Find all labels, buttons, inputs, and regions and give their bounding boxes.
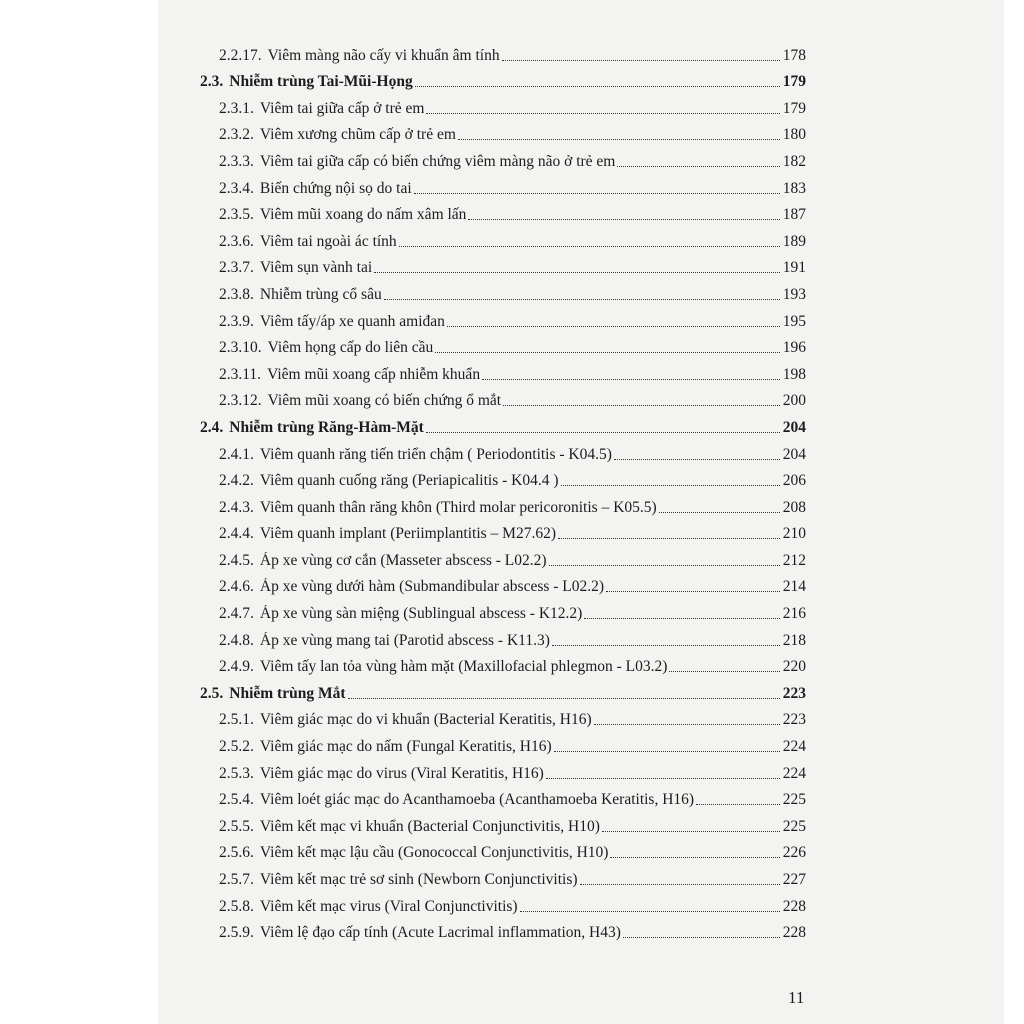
toc-entry-title: Viêm tai giữa cấp có biến chứng viêm màng não ở trẻ em: [259, 152, 616, 170]
toc-entry-number: 2.3.10.: [219, 339, 262, 357]
page-number: 11: [788, 988, 805, 1007]
toc-entry-page: 191: [782, 259, 806, 277]
toc-entry: [200, 650, 806, 677]
dot-leader: [435, 352, 780, 353]
toc-entry-page: 193: [782, 285, 806, 303]
toc-entry-label: [219, 472, 559, 490]
toc-entry: [200, 517, 806, 544]
toc-entry-page: 225: [782, 817, 806, 835]
toc-entry-title: Nhiễm trùng cổ sâu: [259, 285, 382, 303]
toc-entry-label: [219, 765, 544, 783]
toc-entry-label: [219, 180, 412, 198]
toc-entry-title: Viêm mũi xoang cấp nhiễm khuẩn: [267, 365, 481, 383]
dot-leader: [584, 618, 780, 619]
toc-entry: [200, 437, 806, 464]
toc-entry-label: [219, 711, 592, 729]
toc-entry-title: Áp xe vùng sàn miệng (Sublingual abscess - K12.2): [259, 605, 583, 623]
toc-entry-page: 204: [782, 418, 806, 436]
toc-entry-label: [219, 153, 615, 171]
toc-entry-title: Viêm lệ đạo cấp tính (Acute Lacrimal inflammation, H43): [259, 924, 621, 942]
dot-leader: [606, 591, 780, 592]
toc-entry-page: 225: [782, 791, 806, 809]
toc-entry: [200, 490, 806, 517]
toc-entry: [200, 464, 806, 491]
toc-entry-page: 223: [782, 711, 806, 729]
toc-entry: [200, 862, 806, 889]
toc-entry: [200, 703, 806, 730]
toc-entry-label: [200, 419, 424, 437]
toc-entry-title: Viêm tấy/áp xe quanh amiđan: [259, 312, 445, 330]
toc-entry-number: 2.3.11.: [219, 365, 262, 383]
dot-leader: [426, 113, 780, 114]
toc-entry-title: Viêm kết mạc virus (Viral Conjunctivitis): [259, 897, 518, 915]
toc-entry-title: Viêm mũi xoang do nấm xâm lấn: [259, 206, 467, 224]
toc-entry-label: [219, 499, 657, 517]
toc-entry-number: 2.4.3.: [219, 498, 254, 516]
toc-entry: [200, 198, 806, 225]
toc-entry-page: 224: [782, 764, 806, 782]
toc-entry-page: 189: [782, 232, 806, 250]
toc-entry-page: 223: [782, 684, 806, 702]
toc-entry-number: 2.3.6.: [219, 232, 254, 250]
toc-entry-title: Viêm quanh implant (Periimplantitis – M27.62): [259, 525, 556, 543]
toc-entry-label: [219, 605, 582, 623]
dot-leader: [594, 724, 780, 725]
toc-entry-label: [219, 818, 600, 836]
toc-entry-label: [219, 206, 466, 224]
toc-entry: [200, 596, 806, 623]
toc-entry: [200, 570, 806, 597]
toc-entry-page: 204: [782, 445, 806, 463]
toc-entry-page: 212: [782, 551, 806, 569]
toc-entry-page: 200: [782, 392, 806, 410]
toc-entry-number: 2.4.1.: [219, 445, 254, 463]
toc-section-entry: [200, 410, 806, 437]
table-of-contents: [200, 38, 806, 942]
toc-entry-label: [219, 286, 382, 304]
toc-entry-label: [219, 392, 501, 410]
toc-entry: [200, 118, 806, 145]
dot-leader: [415, 86, 780, 87]
toc-entry-page: 218: [782, 631, 806, 649]
toc-entry-label: [219, 632, 550, 650]
toc-entry-number: 2.5.7.: [219, 871, 254, 888]
toc-entry-number: 2.5.1.: [219, 711, 254, 729]
toc-entry-page: 183: [782, 179, 806, 197]
toc-entry: [200, 836, 806, 863]
toc-entry-label: [219, 578, 604, 596]
toc-section-entry: [200, 65, 806, 92]
toc-entry-title: Áp xe vùng mang tai (Parotid abscess - K11.3): [259, 631, 550, 649]
toc-entry: [200, 809, 806, 836]
toc-entry-page: 198: [782, 365, 806, 383]
toc-entry-title: Viêm xương chũm cấp ở trẻ em: [259, 126, 456, 144]
dot-leader: [426, 432, 780, 433]
toc-entry: [200, 783, 806, 810]
toc-entry: [200, 543, 806, 570]
toc-entry: [200, 171, 806, 198]
toc-entry-number: 2.5.: [200, 684, 224, 702]
toc-entry-page: 179: [782, 73, 806, 91]
toc-entry-title: Viêm giác mạc do vi khuẩn (Bacterial Keratitis, H16): [259, 711, 592, 729]
dot-leader: [617, 166, 780, 167]
toc-entry-title: Viêm kết mạc lậu cầu (Gonococcal Conjunctivitis, H10): [259, 844, 609, 862]
toc-entry-page: 178: [782, 46, 806, 64]
toc-entry: [200, 224, 806, 251]
dot-leader: [549, 565, 780, 566]
toc-entry-title: Nhiễm trùng Tai-Mũi-Họng: [229, 73, 413, 91]
toc-entry-number: 2.3.2.: [219, 126, 254, 144]
toc-entry-number: 2.3.4.: [219, 179, 254, 197]
toc-entry-number: 2.5.5.: [219, 817, 254, 835]
toc-entry-number: 2.3.: [200, 73, 224, 91]
toc-entry-label: [219, 844, 608, 862]
toc-entry-title: Viêm giác mạc do nấm (Fungal Keratitis, H16): [259, 738, 552, 756]
toc-entry-number: 2.3.12.: [219, 392, 262, 410]
dot-leader: [399, 246, 780, 247]
toc-entry-number: 2.5.2.: [219, 738, 254, 756]
toc-entry: [200, 331, 806, 358]
dot-leader: [482, 379, 780, 380]
toc-entry-title: Viêm màng não cấy vi khuẩn âm tính: [267, 46, 500, 64]
toc-entry: [200, 38, 806, 65]
toc-entry: [200, 756, 806, 783]
toc-entry-label: [219, 233, 397, 251]
toc-entry-page: 228: [782, 897, 806, 915]
dot-leader: [447, 326, 780, 327]
toc-entry-title: Viêm quanh thân răng khôn (Third molar pericoronitis – K05.5): [259, 498, 657, 516]
toc-entry-label: [219, 738, 552, 756]
toc-entry-title: Viêm loét giác mạc do Acanthamoeba (Acanthamoeba Keratitis, H16): [259, 791, 695, 809]
dot-leader: [384, 299, 780, 300]
toc-entry-number: 2.3.3.: [219, 152, 254, 170]
toc-entry-number: 2.5.3.: [219, 764, 254, 782]
toc-entry-title: Nhiễm trùng Răng-Hàm-Mặt: [229, 418, 424, 436]
toc-entry-label: [219, 446, 612, 464]
toc-entry-page: 214: [782, 578, 806, 596]
toc-entry: [200, 277, 806, 304]
dot-leader: [614, 459, 780, 460]
toc-entry-title: Viêm tấy lan tỏa vùng hàm mặt (Maxillofacial phlegmon - L03.2): [259, 658, 668, 676]
toc-entry-number: 2.4.5.: [219, 551, 254, 569]
dot-leader: [554, 751, 780, 752]
toc-entry: [200, 91, 806, 118]
toc-entry-page: 220: [782, 658, 806, 676]
toc-entry-number: 2.3.5.: [219, 206, 254, 224]
dot-leader: [348, 698, 781, 699]
toc-entry-title: Biến chứng nội sọ do tai: [259, 179, 412, 197]
toc-entry-page: 196: [782, 339, 806, 357]
toc-entry-title: Viêm kết mạc trẻ sơ sinh (Newborn Conjunctivitis): [259, 871, 578, 888]
toc-entry: [200, 384, 806, 411]
dot-leader: [610, 857, 780, 858]
toc-entry: [200, 916, 806, 943]
toc-entry-number: 2.4.: [200, 418, 224, 436]
toc-entry-number: 2.5.6.: [219, 844, 254, 862]
toc-entry-page: 226: [782, 844, 806, 862]
toc-entry-number: 2.4.6.: [219, 578, 254, 596]
toc-entry-page: 210: [782, 525, 806, 543]
toc-entry-number: 2.5.4.: [219, 791, 254, 809]
dot-leader: [552, 645, 780, 646]
toc-entry-number: 2.5.8.: [219, 897, 254, 915]
dot-leader: [374, 272, 780, 273]
toc-entry-number: 2.3.8.: [219, 285, 254, 303]
toc-entry-page: 182: [782, 152, 806, 170]
toc-entry-number: 2.3.7.: [219, 259, 254, 277]
toc-entry-label: [219, 259, 372, 277]
toc-entry-number: 2.3.9.: [219, 312, 254, 330]
toc-entry: [200, 889, 806, 916]
dot-leader: [561, 485, 780, 486]
toc-entry: [200, 251, 806, 278]
toc-entry-label: [219, 525, 556, 543]
toc-entry-page: 208: [782, 498, 806, 516]
toc-entry-page: 187: [782, 206, 806, 224]
toc-entry-page: 216: [782, 605, 806, 623]
toc-entry-title: Viêm quanh cuống răng (Periapicalitis - K04.4 ): [259, 472, 559, 490]
toc-entry-page: 206: [782, 472, 806, 490]
dot-leader: [546, 778, 780, 779]
toc-entry-label: [219, 47, 500, 65]
toc-entry-title: Viêm kết mạc vi khuẩn (Bacterial Conjunctivitis, H10): [259, 817, 600, 835]
toc-entry: [200, 729, 806, 756]
dot-leader: [558, 538, 780, 539]
toc-entry-title: Viêm tai ngoài ác tính: [259, 232, 397, 250]
toc-entry: [200, 304, 806, 331]
toc-entry-title: Viêm mũi xoang có biến chứng ổ mắt: [267, 392, 502, 410]
toc-entry-number: 2.4.7.: [219, 605, 254, 623]
dot-leader: [468, 219, 780, 220]
toc-entry-number: 2.4.9.: [219, 658, 254, 676]
toc-entry-label: [219, 126, 456, 144]
toc-entry-label: [219, 791, 694, 809]
toc-entry-number: 2.4.2.: [219, 472, 254, 490]
dot-leader: [659, 512, 780, 513]
toc-section-entry: [200, 676, 806, 703]
dot-leader: [623, 937, 780, 938]
toc-entry-page: 179: [782, 99, 806, 117]
toc-entry-title: Viêm sụn vành tai: [259, 259, 373, 277]
toc-entry-number: 2.4.4.: [219, 525, 254, 543]
toc-entry-label: [219, 658, 667, 676]
dot-leader: [502, 60, 780, 61]
toc-entry-label: [219, 100, 424, 118]
toc-entry-label: [219, 339, 433, 357]
dot-leader: [696, 804, 780, 805]
toc-entry-number: 2.4.8.: [219, 631, 254, 649]
toc-entry-label: [219, 898, 518, 916]
dot-leader: [414, 193, 780, 194]
toc-entry-label: [200, 73, 413, 91]
toc-entry-label: [200, 685, 346, 703]
dot-leader: [503, 405, 780, 406]
toc-entry-title: Viêm giác mạc do virus (Viral Keratitis, H16): [259, 764, 544, 782]
dot-leader: [580, 884, 780, 885]
toc-entry-title: Viêm tai giữa cấp ở trẻ em: [259, 99, 425, 117]
toc-entry-label: [219, 313, 445, 331]
dot-leader: [669, 671, 780, 672]
toc-entry: [200, 144, 806, 171]
toc-entry-page: 195: [782, 312, 806, 330]
toc-entry-title: Nhiễm trùng Mắt: [229, 684, 346, 702]
toc-entry-page: 228: [782, 924, 806, 942]
toc-entry-page: 227: [782, 871, 806, 888]
dot-leader: [458, 139, 780, 140]
toc-entry-page: 224: [782, 738, 806, 756]
toc-entry-number: 2.2.17.: [219, 46, 262, 64]
toc-entry-page: 180: [782, 126, 806, 144]
toc-entry-label: [219, 366, 480, 384]
toc-entry-title: Viêm quanh răng tiến triển chậm ( Periodontitis - K04.5): [259, 445, 612, 463]
toc-entry-label: [219, 924, 621, 942]
toc-entry-number: 2.5.9.: [219, 924, 254, 942]
toc-entry-title: Áp xe vùng dưới hàm (Submandibular abscess - L02.2): [259, 578, 605, 596]
dot-leader: [520, 911, 780, 912]
toc-entry-number: 2.3.1.: [219, 99, 254, 117]
toc-entry-title: Viêm họng cấp do liên cầu: [267, 339, 434, 357]
dot-leader: [602, 831, 780, 832]
toc-entry-label: [219, 871, 578, 889]
toc-entry: [200, 357, 806, 384]
toc-entry-label: [219, 552, 547, 570]
toc-entry: [200, 623, 806, 650]
toc-entry-title: Áp xe vùng cơ cắn (Masseter abscess - L02.2): [259, 551, 547, 569]
